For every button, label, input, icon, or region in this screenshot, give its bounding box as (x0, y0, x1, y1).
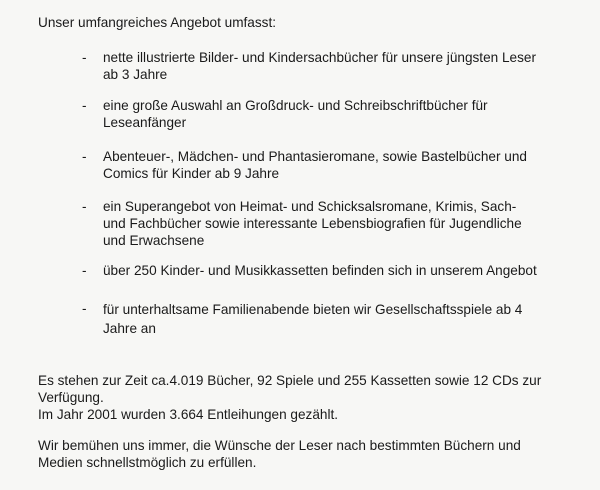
list-dash: - (82, 199, 87, 214)
stats-paragraph: Es stehen zur Zeit ca.4.019 Bücher, 92 Spiele und 255 Kassetten sowie 12 CDs zur Verfügung. Im Jahr 2001 wurden 3.664 Entleihungen gezählt. (38, 373, 542, 422)
list-dash: - (82, 301, 87, 316)
list-dash: - (82, 149, 87, 164)
closing-paragraph: Wir bemühen uns immer, die Wünsche der Leser nach bestimmten Büchern und Medien schnellstmöglich zu erfüllen. (38, 438, 521, 470)
list-dash: - (82, 98, 87, 113)
list-item-text: über 250 Kinder- und Musikkassetten befinden sich in unserem Angebot (103, 263, 537, 278)
list-item-text: Abenteuer-, Mädchen- und Phantasieromane, sowie Bastelbücher und Comics für Kinder ab 9 Jahre (103, 149, 527, 181)
list-dash: - (82, 263, 87, 278)
list-item-text: für unterhaltsame Familienabende bieten wir Gesellschaftsspiele ab 4 Jahre an (103, 302, 523, 336)
list-item-text: nette illustrierte Bilder- und Kindersachbücher für unsere jüngsten Leser ab 3 Jahre (103, 50, 536, 82)
intro-heading: Unser umfangreiches Angebot umfasst: (38, 15, 277, 30)
list-item-text: ein Superangebot von Heimat- und Schicksalsromane, Krimis, Sach- und Fachbücher sowie interessante Lebensbiografien für Jugendliche und Erwachsene (103, 199, 522, 248)
list-item-text: eine große Auswahl an Großdruck- und Schreibschriftbücher für Leseanfänger (103, 98, 488, 130)
list-dash: - (82, 50, 87, 65)
